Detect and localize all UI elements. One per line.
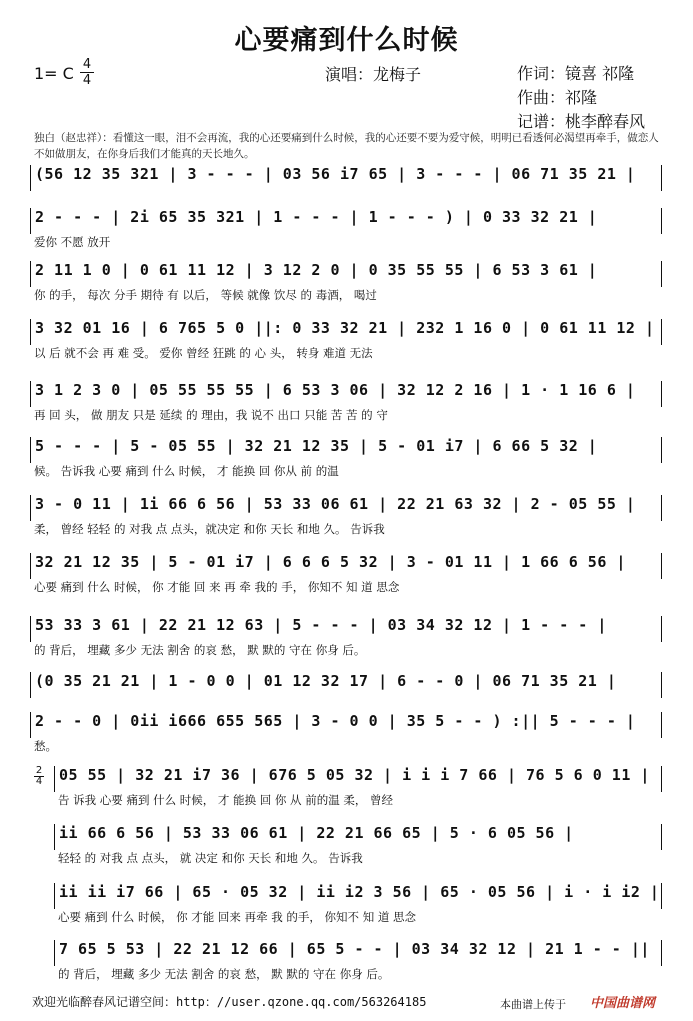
lyric-line: 以 后 就不会 再 难 受。 爱你 曾经 狂跳 的 心 头， 转身 难道 无法 [34,346,373,360]
lyric-line: 心要 痛到 什么 时候， 你 才能 回 来 再 牵 我的 手， 你知不 知 道 思念 [34,580,400,594]
notation-line: 2 11 1 0 | 0 61 11 12 | 3 12 2 0 | 0 35 55 55 | 6 53 3 61 | [30,261,662,287]
notation-line: ii 66 6 56 | 53 33 06 61 | 22 21 66 65 | 5 · 6 05 56 | [54,824,662,850]
staff-system [54,824,662,868]
lyric-line: 的 背后， 埋藏 多少 无法 割舍 的哀 愁， 默 默的 守在 你身 后。 [34,643,366,657]
staff-system [30,495,662,539]
notation-line: 53 33 3 61 | 22 21 12 63 | 5 - - - | 03 34 32 12 | 1 - - - | [30,616,662,642]
staff-system [30,553,662,597]
meter-bottom: 4 [82,73,92,88]
monologue-text: 独白（赵忠祥）：看懂这一眼，泪不会再流，我的心还要痛到什么时候，我的心还要不要为爱守候，明明已看透何必渴望再牵手，做恋人不如做朋友，在你身后我们才能真的天长地久。 [34,132,659,160]
credits [517,62,645,134]
lyric-line: 心要 痛到 什么 时候， 你 才能 回来 再牵 我 的手， 你知不 知 道 思念 [58,910,417,924]
upload-note: 本曲谱上传于 [500,998,566,1011]
notation-line: 3 1 2 3 0 | 05 55 55 55 | 6 53 3 06 | 32 12 2 16 | 1 · 1 16 6 | [30,381,662,407]
score-title: 心要痛到什么时候 [234,25,459,56]
lyric-line: 再 回 头， 做 朋友 只是 延续 的 理由，我 说不 出口 只能 苦 苦 的 守 [34,408,388,422]
lyric-line: 你 的手， 每次 分手 期待 有 以后， 等候 就像 饮尽 的 毒酒， 喝过 [34,288,377,302]
site-logo: 中国曲谱网 [590,996,656,1011]
staff-system [30,437,662,481]
notation-line: 32 21 12 35 | 5 - 01 i7 | 6 6 6 5 32 | 3 - 01 11 | 1 66 6 56 | [30,553,662,579]
staff-system [30,208,662,252]
time-signature [80,58,94,87]
lyric-line: 爱你 不愿 放开 [34,235,111,249]
staff-system [54,766,662,810]
notation-line: 2 - - - | 2i 65 35 321 | 1 - - - | 1 - - - ) | 0 33 32 21 | [30,208,662,234]
meter-top: 4 [82,57,92,72]
notation-line: (0 35 21 21 | 1 - 0 0 | 01 12 32 17 | 6 - - 0 | 06 71 35 21 | [30,672,662,698]
lyric-line: 告 诉我 心要 痛到 什么 时候， 才 能换 回 你 从 前的温 柔， 曾经 [58,793,394,807]
section-meter-top: 2 [35,765,43,776]
lyric-line: 愁。 [34,739,57,753]
staff-system [30,319,662,363]
transcriber: 记谱：桃李醉春风 [517,112,646,131]
lyric-line: 轻轻 的 对我 点 点头， 就 决定 和你 天长 和地 久。 告诉我 [58,851,363,865]
section-meter-bottom: 4 [35,776,43,787]
notation-line: 3 32 01 16 | 6 765 5 0 ||: 0 33 32 21 | 232 1 16 0 | 0 61 11 12 | [30,319,662,345]
staff-system [30,165,662,209]
lyric-line: 候。 告诉我 心要 痛到 什么 时候， 才 能换 回 你从 前 的温 [34,464,339,478]
notation-line: ii ii i7 66 | 65 · 05 32 | ii i2 3 56 | 65 · 05 56 | i · i i2 | [54,883,662,909]
key-signature: 1= C [34,64,74,83]
lyric-line: 柔， 曾经 轻轻 的 对我 点 点头，就决定 和你 天长 和地 久。 告诉我 [34,522,385,536]
lyric-line: 的 背后， 埋藏 多少 无法 割舍 的哀 愁， 默 默的 守在 你身 后。 [58,967,390,981]
lyricist: 作词：镜喜 祁隆 [517,64,635,83]
notation-line: 3 - 0 11 | 1i 66 6 56 | 53 33 06 61 | 22 21 63 32 | 2 - 05 55 | [30,495,662,521]
staff-system [30,672,662,716]
notation-line: 7 65 5 53 | 22 21 12 66 | 65 5 - - | 03 34 32 12 | 21 1 - - || [54,940,662,966]
composer: 作曲：祁隆 [517,88,598,107]
staff-system [30,261,662,305]
notation-line: (56 12 35 321 | 3 - - - | 03 56 i7 65 | 3 - - - | 06 71 35 21 | [30,165,662,191]
section-time-signature [34,766,44,787]
staff-system [54,883,662,927]
lyric-line [30,191,662,209]
notation-line: 5 - - - | 5 - 05 55 | 32 21 12 35 | 5 - 01 i7 | 6 66 5 32 | [30,437,662,463]
staff-system [30,712,662,756]
notation-line: 2 - - 0 | 0ii i666 655 565 | 3 - 0 0 | 35 5 - - ) :|| 5 - - - | [30,712,662,738]
staff-system [54,940,662,984]
staff-system [30,381,662,425]
footer-link-text[interactable]: 欢迎光临醉春风记谱空间：http：//user.qzone.qq.com/563264185 [32,995,427,1009]
notation-line: 05 55 | 32 21 i7 36 | 676 5 05 32 | i i i 7 66 | 76 5 6 0 11 | [54,766,662,792]
staff-system [30,616,662,660]
singer: 演唱：龙梅子 [325,65,422,84]
